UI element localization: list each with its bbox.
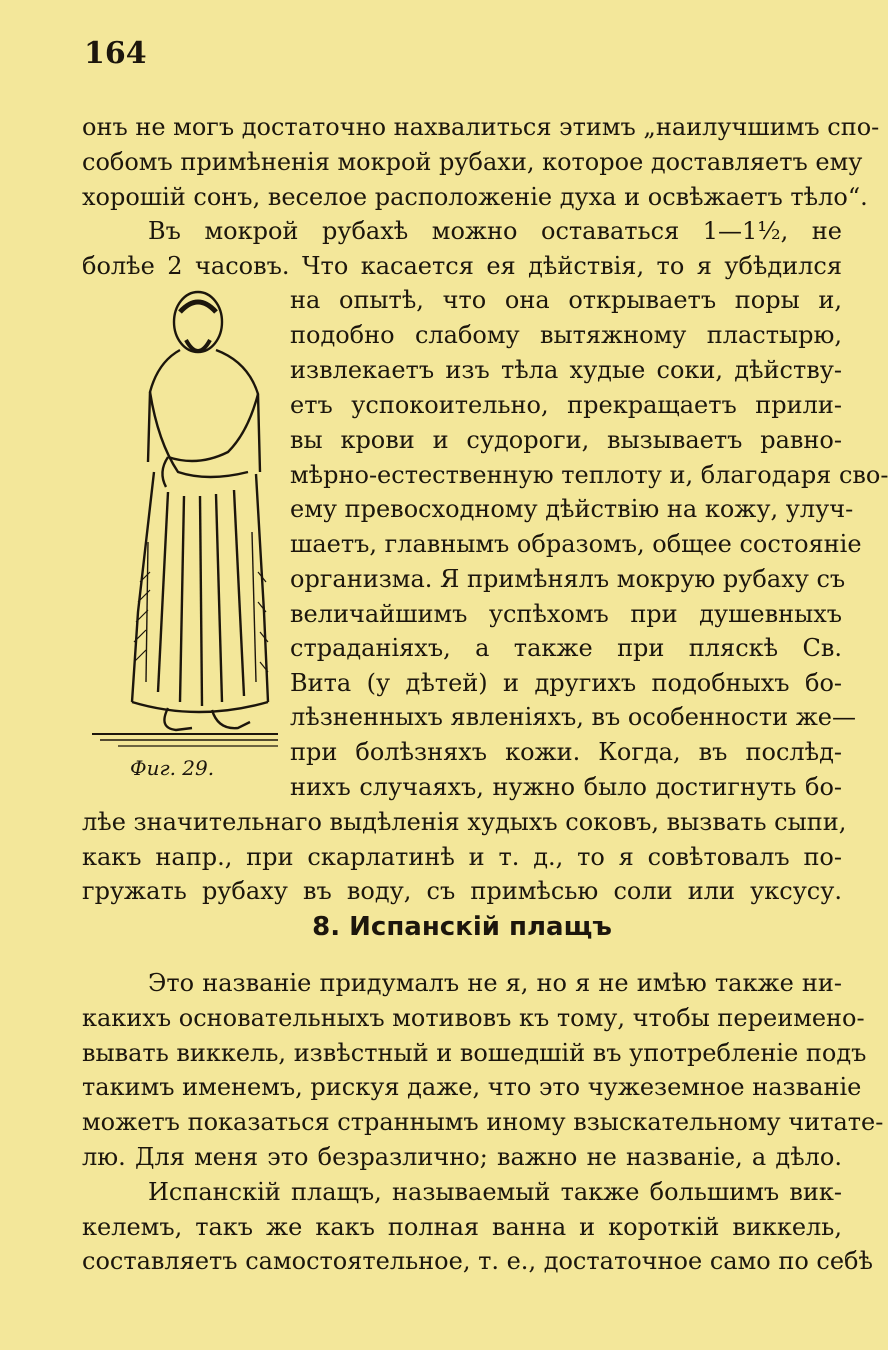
text-line: хорошій сонъ, веселое расположеніе духа и освѣжаетъ тѣло“. <box>82 183 868 211</box>
text-line: собомъ примѣненія мокрой рубахи, которое доставляетъ ему <box>82 148 863 176</box>
standing-figure-wet-shirt-image <box>88 282 280 752</box>
figure-caption: Фиг. 29. <box>130 756 215 780</box>
text-line: етъ успокоительно, прекращаетъ прили- <box>290 391 842 419</box>
text-line: какихъ основательныхъ мотивовъ къ тому, чтобы переимено- <box>82 1004 865 1032</box>
text-line: лю. Для меня это безразлично; важно не названіе, а дѣло. <box>82 1143 842 1171</box>
text-line: болѣе 2 часовъ. Что касается ея дѣйствія, то я убѣдился <box>82 252 842 280</box>
text-line: лѣе значительнаго выдѣленія худыхъ соковъ, вызвать сыпи, <box>82 808 847 836</box>
text-line: ему превосходному дѣйствію на кожу, улуч- <box>290 495 854 523</box>
text-line: Испанскій плащъ, называемый также большимъ вик- <box>148 1178 842 1206</box>
text-line: гружать рубаху въ воду, съ примѣсью соли или уксусу. <box>82 877 842 905</box>
text-line: величайшимъ успѣхомъ при душевныхъ <box>290 600 842 628</box>
text-line: мѣрно-естественную теплоту и, благодаря сво- <box>290 461 888 489</box>
text-line: такимъ именемъ, рискуя даже, что это чужеземное названіе <box>82 1073 862 1101</box>
text-line: какъ напр., при скарлатинѣ и т. д., то я совѣтовалъ по- <box>82 843 842 871</box>
text-line: при болѣзняхъ кожи. Когда, въ послѣд- <box>290 738 842 766</box>
text-line: на опытѣ, что она открываетъ поры и, <box>290 286 842 314</box>
text-line: Въ мокрой рубахѣ можно оставаться 1—1½, не <box>148 217 842 245</box>
text-line: составляетъ самостоятельное, т. е., достаточное само по себѣ <box>82 1247 873 1275</box>
text-line: вывать виккель, извѣстный и вошедшій въ употребленіе подъ <box>82 1039 867 1067</box>
section-heading: 8. Испанскій плащъ <box>312 912 612 942</box>
text-line: страданіяхъ, а также при пляскѣ Св. <box>290 634 842 662</box>
figure-29-illustration <box>88 282 280 762</box>
text-line: Это названіе придумалъ не я, но я не имѣю также ни- <box>148 969 842 997</box>
text-line: нихъ случаяхъ, нужно было достигнуть бо- <box>290 773 842 801</box>
text-line: келемъ, такъ же какъ полная ванна и короткій виккель, <box>82 1213 842 1241</box>
text-line: организма. Я примѣнялъ мокрую рубаху съ <box>290 565 846 593</box>
text-line: лѣзненныхъ явленіяхъ, въ особенности же— <box>290 703 856 731</box>
text-line: Вита (у дѣтей) и другихъ подобныхъ бо- <box>290 669 842 697</box>
text-line: онъ не могъ достаточно нахвалиться этимъ „наилучшимъ спо- <box>82 113 880 141</box>
text-line: вы крови и судороги, вызываетъ равно- <box>290 426 842 454</box>
text-line: можетъ показаться страннымъ иному взыскательному читате- <box>82 1108 884 1136</box>
text-line: подобно слабому вытяжному пластырю, <box>290 321 842 349</box>
text-line: шаетъ, главнымъ образомъ, общее состояніе <box>290 530 862 558</box>
text-line: извлекаетъ изъ тѣла худые соки, дѣйству- <box>290 356 842 384</box>
page-number: 164 <box>84 36 147 71</box>
